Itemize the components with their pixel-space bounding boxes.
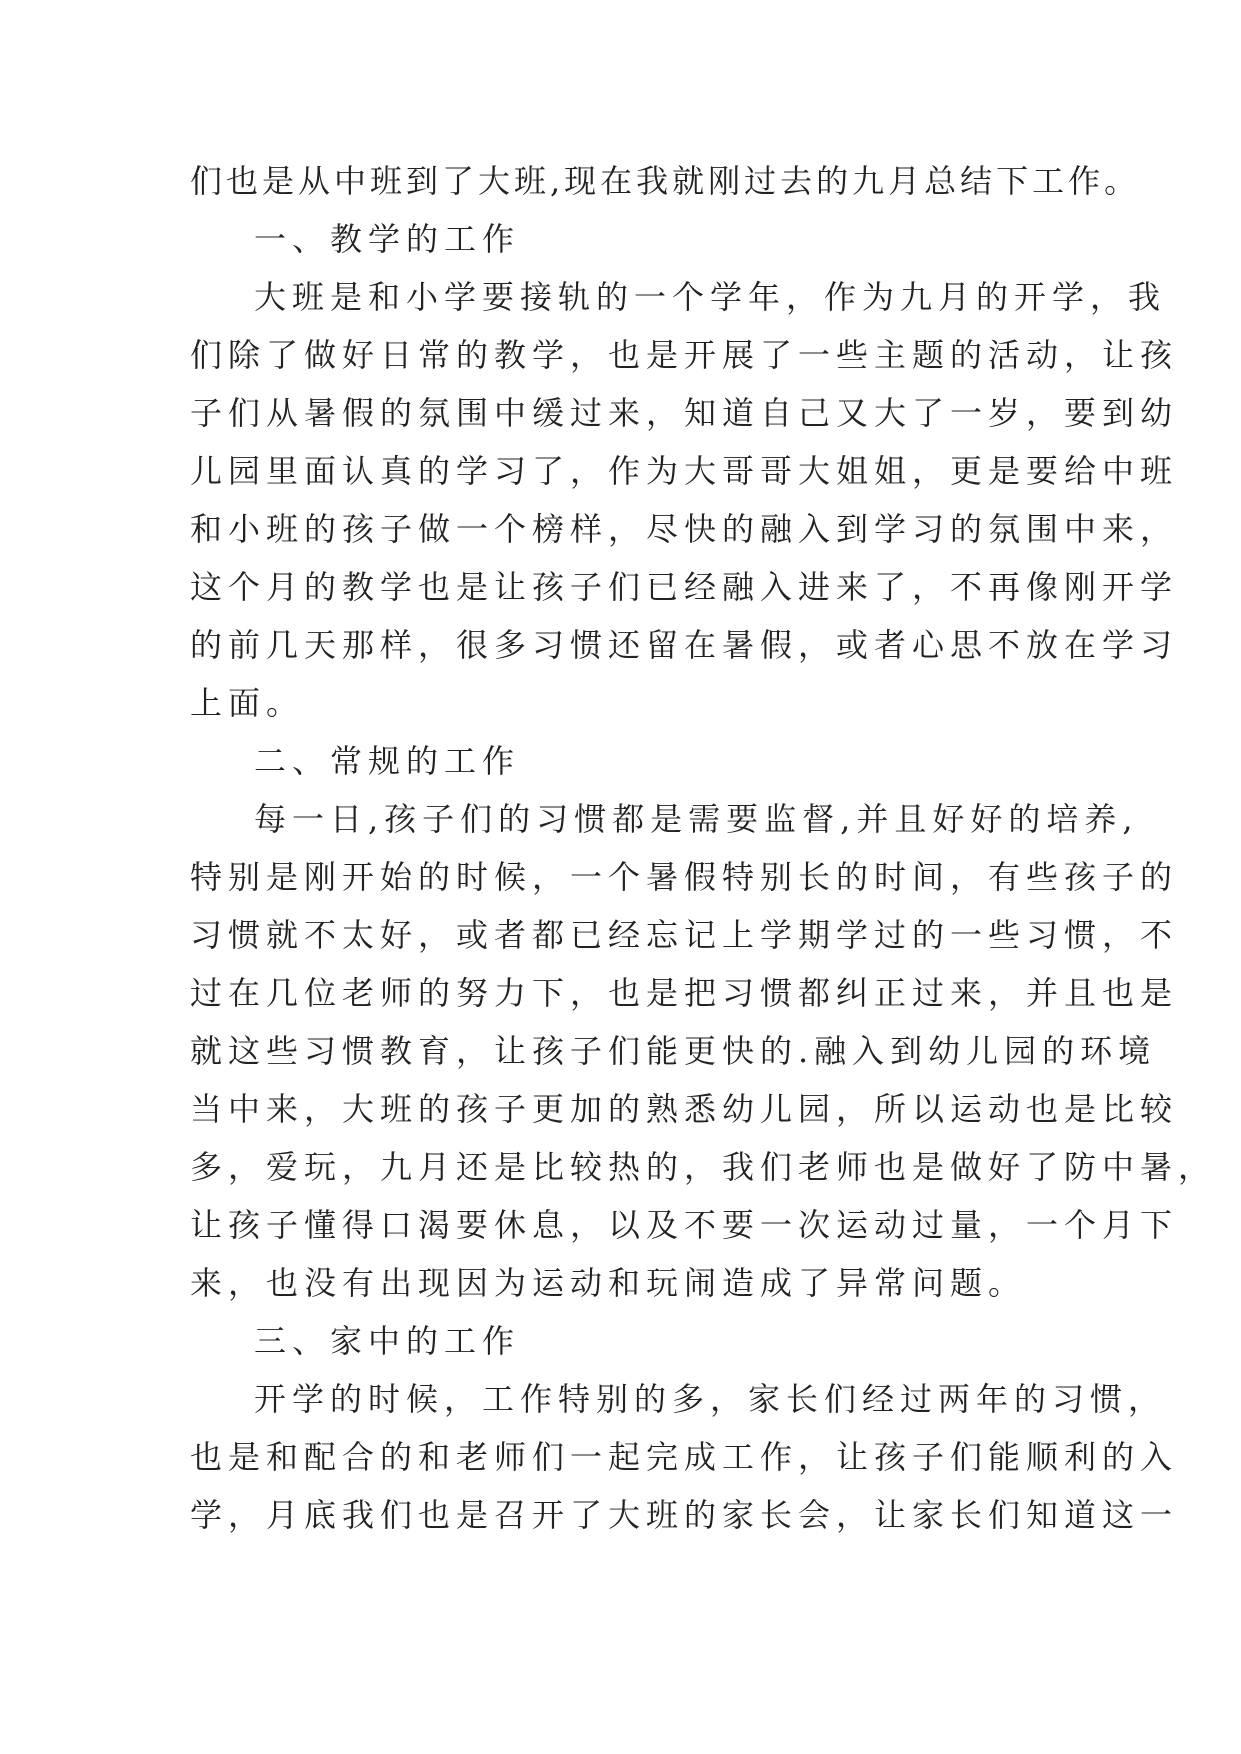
paragraph-line: 就这些习惯教育，让孩子们能更快的.融入到幼儿园的环境 — [190, 1032, 1157, 1070]
paragraph-line: 大班是和小学要接轨的一个学年，作为九月的开学，我 — [254, 278, 1167, 316]
paragraph-line: 和小班的孩子做一个榜样，尽快的融入到学习的氛围中来， — [190, 510, 1179, 548]
paragraph-line: 过在几位老师的努力下，也是把习惯都纠正过来，并且也是 — [190, 974, 1179, 1012]
paragraph-line: 让孩子懂得口渴要休息，以及不要一次运动过量，一个月下 — [190, 1206, 1179, 1244]
paragraph-line: 学，月底我们也是召开了大班的家长会，让家长们知道这一 — [190, 1496, 1179, 1534]
section-heading-routine: 二、常规的工作 — [254, 742, 521, 780]
paragraph-line: 特别是刚开始的时候，一个暑假特别长的时间，有些孩子的 — [190, 858, 1179, 896]
paragraph-line: 们也是从中班到了大班,现在我就刚过去的九月总结下工作。 — [190, 162, 1141, 200]
paragraph-line: 儿园里面认真的学习了，作为大哥哥大姐姐，更是要给中班 — [190, 452, 1179, 490]
paragraph-line: 的前几天那样，很多习惯还留在暑假，或者心思不放在学习 — [190, 626, 1179, 664]
paragraph-line: 习惯就不太好，或者都已经忘记上学期学过的一些习惯，不 — [190, 916, 1179, 954]
paragraph-line: 上面。 — [190, 684, 305, 722]
paragraph-line: 当中来，大班的孩子更加的熟悉幼儿园，所以运动也是比较 — [190, 1090, 1179, 1128]
paragraph-line: 也是和配合的和老师们一起完成工作，让孩子们能顺利的入 — [190, 1438, 1179, 1476]
paragraph-line: 每一日,孩子们的习惯都是需要监督,并且好好的培养, — [254, 800, 1139, 838]
document-body — [190, 152, 1217, 1544]
section-heading-teaching: 一、教学的工作 — [254, 220, 521, 258]
paragraph-line: 来，也没有出现因为运动和玩闹造成了异常问题。 — [190, 1264, 1027, 1302]
section-heading-family: 三、家中的工作 — [254, 1322, 521, 1360]
paragraph-line: 们除了做好日常的教学，也是开展了一些主题的活动，让孩 — [190, 336, 1179, 374]
paragraph-line: 开学的时候，工作特别的多，家长们经过两年的习惯， — [254, 1380, 1167, 1418]
paragraph-line: 这个月的教学也是让孩子们已经融入进来了，不再像刚开学 — [190, 568, 1179, 606]
paragraph-line: 子们从暑假的氛围中缓过来，知道自己又大了一岁，要到幼 — [190, 394, 1179, 432]
paragraph-line: 多，爱玩，九月还是比较热的，我们老师也是做好了防中暑， — [190, 1148, 1217, 1186]
